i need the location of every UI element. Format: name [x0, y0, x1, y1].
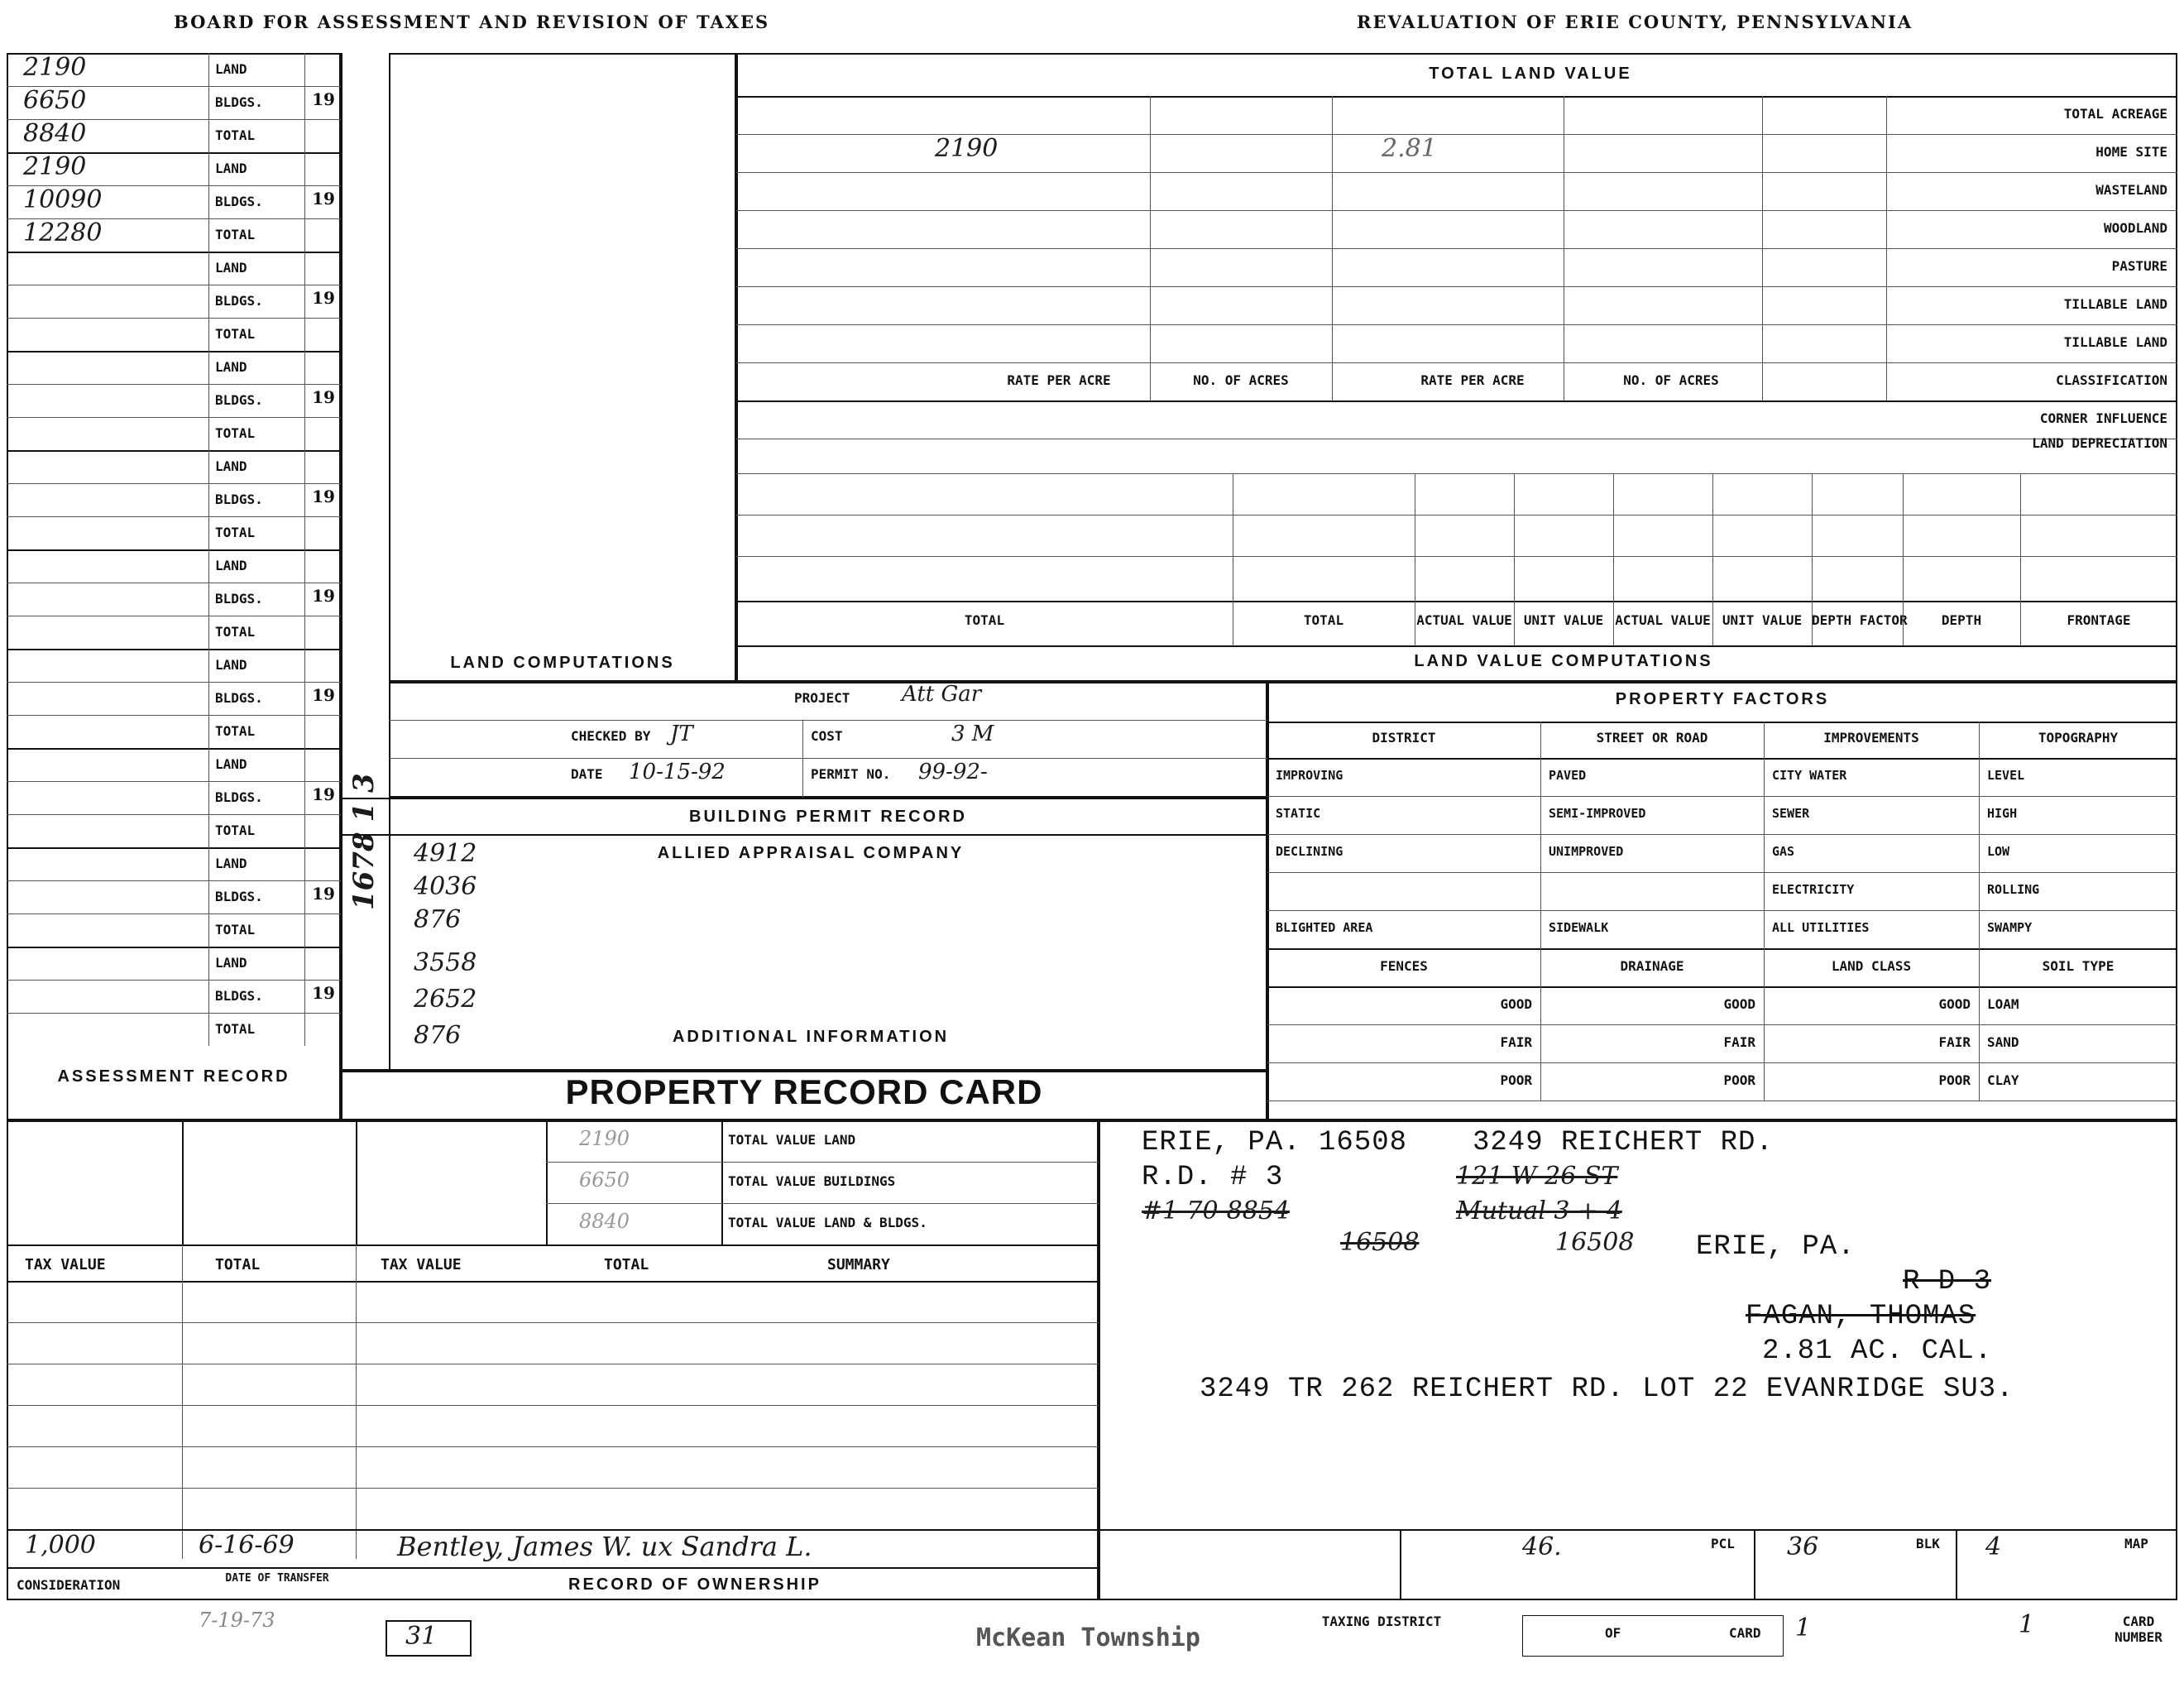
allied-value-5: 2652	[414, 985, 477, 1014]
soil-type-item: CLAY	[1987, 1072, 2019, 1088]
soil-col-header: FENCES	[1380, 958, 1428, 974]
assessment-bldgs-label: BLDGS.	[215, 492, 263, 507]
land-value-col-header: DEPTH	[1941, 612, 1982, 628]
factor-improvements-item: ALL UTILITIES	[1772, 920, 1870, 935]
taxing-district-label: TAXING DISTRICT	[1321, 1614, 1442, 1629]
ownership-entry-date: 6-16-69	[199, 1531, 295, 1560]
property-line-9: ERIE, PA. 16508	[1142, 1127, 1408, 1158]
assessment-total-value: 8840	[23, 119, 87, 148]
soil-col-header: LAND CLASS	[1831, 958, 1912, 974]
grade-item: GOOD	[1500, 996, 1532, 1012]
assessment-bldgs-label: BLDGS.	[215, 194, 263, 209]
land-value-col-header: ACTUAL VALUE	[1416, 612, 1512, 628]
property-line-8: 3249 REICHERT RD.	[1473, 1127, 1774, 1158]
assessment-year: 19	[312, 89, 335, 109]
assessment-total-label: TOTAL	[215, 227, 256, 242]
classification-col-header: NO. OF ACRES	[1193, 372, 1289, 388]
assessment-year: 19	[312, 685, 335, 705]
pcl-label: PCL	[1711, 1536, 1735, 1551]
summary-total-header-2: TOTAL	[215, 1256, 261, 1273]
assessment-year: 19	[312, 586, 335, 606]
property-line-7-struck: 121 W 26 ST	[1456, 1162, 1618, 1191]
assessment-land-label: LAND	[215, 955, 247, 971]
assessment-margin-note: 1678 1 3	[347, 773, 381, 910]
soil-col-header: DRAINAGE	[1620, 958, 1684, 974]
summary-tax-value-header: TAX VALUE	[381, 1256, 462, 1273]
factor-street-item: SIDEWALK	[1549, 920, 1609, 935]
land-depreciation-label: LAND DEPRECIATION	[2032, 435, 2167, 451]
total-land-value-label: TOTAL LAND VALUE	[1429, 65, 1632, 83]
district-code: 31	[405, 1622, 438, 1651]
assessment-year: 19	[312, 884, 335, 904]
assessment-year: 19	[312, 288, 335, 308]
summary-total-header: TOTAL	[604, 1256, 649, 1273]
assessment-total-label: TOTAL	[215, 1021, 256, 1037]
grade-item: POOR	[1500, 1072, 1532, 1088]
county-title: REVALUATION OF ERIE COUNTY, PENNSYLVANIA	[1357, 12, 1913, 32]
project-value: Att Gar	[902, 682, 982, 707]
classification-row-label: WOODLAND	[2103, 220, 2167, 236]
assessment-bldgs-value: 10090	[23, 185, 103, 214]
grade-item: FAIR	[1723, 1034, 1755, 1050]
summary-row-2: TOTAL VALUE BUILDINGS	[728, 1173, 896, 1189]
checked-by-value: JT	[670, 722, 693, 746]
date-of-transfer-label: DATE OF TRANSFER	[225, 1572, 329, 1585]
assessment-bldgs-label: BLDGS.	[215, 789, 263, 805]
grade-item: GOOD	[1723, 996, 1755, 1012]
assessment-bldgs-label: BLDGS.	[215, 591, 263, 607]
summary-row-3: TOTAL VALUE LAND & BLDGS.	[728, 1215, 927, 1230]
assessment-total-label: TOTAL	[215, 425, 256, 441]
date-value: 10-15-92	[629, 760, 726, 784]
factor-topography-item: LOW	[1987, 844, 2010, 859]
ownership-entry-consideration: 1,000	[25, 1531, 96, 1560]
land-value-col-header: UNIT VALUE	[1722, 612, 1803, 628]
classification-col-header: RATE PER ACRE	[1007, 372, 1111, 388]
assessment-land-value: 2190	[23, 152, 87, 181]
additional-info-title: ADDITIONAL INFORMATION	[672, 1028, 950, 1046]
factor-topography-item: LEVEL	[1987, 768, 2025, 783]
summary-tax-value-header-2: TAX VALUE	[25, 1256, 106, 1273]
factor-topography-item: ROLLING	[1987, 882, 2040, 897]
assessment-bldgs-label: BLDGS.	[215, 988, 263, 1004]
assessment-total-label: TOTAL	[215, 723, 256, 739]
record-of-ownership-title: RECORD OF OWNERSHIP	[568, 1575, 821, 1594]
property-line-2: 2.81 AC. CAL.	[1762, 1336, 1993, 1367]
factor-street-item: SEMI-IMPROVED	[1549, 806, 1646, 821]
land-computations-box	[389, 53, 736, 682]
classification-col-header: RATE PER ACRE	[1420, 372, 1525, 388]
classification-row-label: PASTURE	[2111, 258, 2167, 274]
factor-improvements-item: ELECTRICITY	[1772, 882, 1855, 897]
assessment-land-label: LAND	[215, 260, 247, 276]
blk-label: BLK	[1916, 1536, 1940, 1551]
factor-improvements-item: SEWER	[1772, 806, 1810, 821]
land-value-col-header: DEPTH FACTOR	[1812, 612, 1908, 628]
assessment-bldgs-value: 6650	[23, 86, 87, 115]
property-line-6-struck: Mutual 3 + 4	[1456, 1196, 1622, 1225]
ownership-entry-name: Bentley, James W. ux Sandra L.	[397, 1531, 812, 1562]
factor-header-street: STREET OR ROAD	[1596, 730, 1708, 746]
project-label: PROJECT	[794, 690, 850, 706]
assessment-year: 19	[312, 487, 335, 506]
assessment-land-label: LAND	[215, 359, 247, 375]
assessment-bldgs-label: BLDGS.	[215, 889, 263, 904]
property-line-4: R D 3	[1903, 1266, 1992, 1297]
allied-value-6: 876	[414, 1021, 462, 1050]
land-value-col-header: TOTAL	[1303, 612, 1344, 628]
cost-label: COST	[811, 728, 843, 744]
blk-value: 36	[1787, 1532, 1819, 1561]
assessment-year: 19	[312, 784, 335, 804]
allied-value-1: 4912	[414, 839, 477, 868]
date-label: DATE	[571, 766, 603, 782]
summary-header: SUMMARY	[827, 1256, 890, 1273]
assessment-total-value: 12280	[23, 218, 103, 247]
land-value-col-header: UNIT VALUE	[1523, 612, 1604, 628]
assessment-land-label: LAND	[215, 657, 247, 673]
summary-value-2: 6650	[579, 1168, 630, 1192]
grade-item: GOOD	[1938, 996, 1971, 1012]
cost-value: 3 M	[951, 722, 994, 746]
assessment-total-label: TOTAL	[215, 127, 256, 143]
classification-row-label: HOME SITE	[2095, 144, 2167, 160]
property-line-1: 3249 TR 262 REICHERT RD. LOT 22 EVANRIDGE SU3.	[1200, 1374, 2014, 1405]
classification-row-label: TILLABLE LAND	[2063, 334, 2167, 350]
summary-value-3: 8840	[579, 1210, 630, 1233]
ownership-stamp: 7-19-73	[199, 1609, 275, 1632]
assessment-total-label: TOTAL	[215, 326, 256, 342]
assessment-bldgs-label: BLDGS.	[215, 690, 263, 706]
assessment-bldgs-label: BLDGS.	[215, 94, 263, 110]
allied-value-4: 3558	[414, 948, 477, 977]
classification-row-label: WASTELAND	[2095, 182, 2167, 198]
taxing-district-value: McKean Township	[976, 1623, 1200, 1652]
factor-district-item: BLIGHTED AREA	[1276, 920, 1373, 935]
assessment-land-label: LAND	[215, 756, 247, 772]
assessment-land-label: LAND	[215, 458, 247, 474]
summary-row-1: TOTAL VALUE LAND	[728, 1132, 856, 1148]
factor-street-item: PAVED	[1549, 768, 1587, 783]
corner-influence-label: CORNER INFLUENCE	[2039, 410, 2167, 426]
property-factors-title: PROPERTY FACTORS	[1615, 690, 1830, 708]
map-label: MAP	[2124, 1536, 2148, 1551]
assessment-grid	[7, 53, 341, 1046]
grade-item: FAIR	[1500, 1034, 1532, 1050]
assessment-total-label: TOTAL	[215, 525, 256, 540]
consideration-label: CONSIDERATION	[17, 1577, 121, 1593]
assessment-land-label: LAND	[215, 161, 247, 176]
property-line-5-hand-2: 16508	[1340, 1228, 1420, 1257]
assessment-year: 19	[312, 189, 335, 209]
assessment-bldgs-label: BLDGS.	[215, 293, 263, 309]
assessment-record-title: ASSESSMENT RECORD	[57, 1067, 290, 1086]
grade-item: FAIR	[1938, 1034, 1971, 1050]
summary-value-1: 2190	[579, 1127, 630, 1150]
land-value-col-header: FRONTAGE	[2067, 612, 2131, 628]
factor-header-improvements: IMPROVEMENTS	[1823, 730, 1919, 746]
checked-by-label: CHECKED BY	[571, 728, 651, 744]
allied-value-3: 876	[414, 905, 462, 934]
board-title: BOARD FOR ASSESSMENT AND REVISION OF TAXES	[174, 12, 770, 32]
building-permit-title: BUILDING PERMIT RECORD	[689, 808, 967, 826]
land-value-title: LAND VALUE COMPUTATIONS	[1414, 652, 1713, 670]
classification-header: CLASSIFICATION	[2056, 372, 2167, 388]
classification-col-header: NO. OF ACRES	[1623, 372, 1719, 388]
assessment-total-label: TOTAL	[215, 624, 256, 640]
property-line-5-hand: 16508	[1555, 1228, 1635, 1257]
classification-grid	[736, 96, 2177, 426]
allied-appraisal-title: ALLIED APPRAISAL COMPANY	[657, 844, 965, 862]
pcl-value: 46.	[1522, 1532, 1562, 1561]
card-of-value: 1	[1795, 1614, 1812, 1642]
assessment-land-label: LAND	[215, 558, 247, 573]
land-value-grid	[736, 410, 2177, 682]
property-record-title: PROPERTY RECORD CARD	[565, 1072, 1043, 1111]
grade-item: POOR	[1723, 1072, 1755, 1088]
map-value: 4	[1985, 1532, 2002, 1561]
permit-no-label: PERMIT NO.	[811, 766, 891, 782]
soil-col-header: SOIL TYPE	[2042, 958, 2115, 974]
assessment-land-label: LAND	[215, 61, 247, 77]
land-computations-title: LAND COMPUTATIONS	[450, 654, 675, 672]
property-line-7: R.D. # 3	[1142, 1162, 1284, 1193]
card-of-label: OF	[1605, 1625, 1621, 1641]
allied-value-2: 4036	[414, 872, 477, 901]
assessment-land-label: LAND	[215, 856, 247, 871]
factor-district-item: DECLINING	[1276, 844, 1343, 859]
property-line-3: FAGAN, THOMAS	[1746, 1301, 1976, 1332]
factor-topography-item: HIGH	[1987, 806, 2018, 821]
property-line-5: ERIE, PA.	[1696, 1231, 1856, 1263]
assessment-total-label: TOTAL	[215, 822, 256, 838]
factor-district-item: IMPROVING	[1276, 768, 1343, 783]
factor-improvements-item: GAS	[1772, 844, 1795, 859]
card-number-label: CARD NUMBER	[2115, 1614, 2162, 1645]
property-factors-grid	[1267, 682, 2177, 1120]
soil-type-item: SAND	[1987, 1034, 2019, 1050]
factor-header-district: DISTRICT	[1372, 730, 1436, 746]
assessment-land-value: 2190	[23, 53, 87, 82]
factor-district-item: STATIC	[1276, 806, 1321, 821]
land-value-col-header: TOTAL	[964, 612, 1005, 628]
assessment-bldgs-label: BLDGS.	[215, 392, 263, 408]
factor-improvements-item: CITY WATER	[1772, 768, 1847, 783]
soil-type-item: LOAM	[1987, 996, 2019, 1012]
assessment-total-label: TOTAL	[215, 922, 256, 938]
home-site-value: 2190	[935, 134, 999, 163]
factor-topography-item: SWAMPY	[1987, 920, 2033, 935]
classification-row-label: TOTAL ACREAGE	[2063, 106, 2167, 122]
classification-row-label: TILLABLE LAND	[2063, 296, 2167, 312]
card-label: CARD	[1729, 1625, 1761, 1641]
grade-item: POOR	[1938, 1072, 1971, 1088]
card-number-value: 1	[2019, 1610, 2035, 1639]
assessment-year: 19	[312, 387, 335, 407]
permit-no-value: 99-92-	[918, 760, 988, 784]
assessment-year: 19	[312, 983, 335, 1003]
home-site-acres: 2.81	[1382, 134, 1437, 163]
property-line-6-hand: #1-70-8854	[1142, 1196, 1291, 1225]
factor-header-topography: TOPOGRAPHY	[2038, 730, 2119, 746]
land-value-col-header: ACTUAL VALUE	[1615, 612, 1711, 628]
factor-street-item: UNIMPROVED	[1549, 844, 1624, 859]
